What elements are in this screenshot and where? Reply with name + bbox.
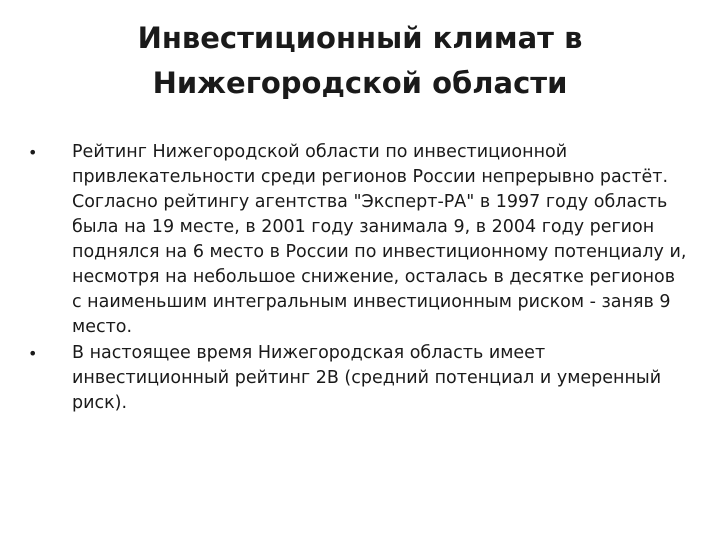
bullet-marker-icon: •	[28, 344, 38, 363]
bullet-text: Рейтинг Нижегородской области по инвестиционной привлекательности среди регионов России непрерывно растёт. Согласно рейтингу агентства "Эксперт-РА" в 1997 году область была на 19 месте, в 2001 году занимала 9, в 2004 году регион поднялся на 6 место в России по инвестиционному потенциалу и, несмотря на небольшое снижение, осталась в десятке регионов с наименьшим интегральным инвестиционным риском - заняв 9 место.	[72, 142, 687, 337]
bullet-item	[28, 341, 688, 416]
bullet-text: В настоящее время Нижегородская область имеет инвестиционный рейтинг 2В (средний потенциал и умеренный риск).	[72, 343, 662, 413]
bullet-item	[28, 140, 688, 340]
bullet-list	[28, 140, 688, 416]
bullet-marker-icon: •	[28, 143, 38, 162]
slide-title: Инвестиционный климат в Нижегородской области	[137, 21, 583, 100]
